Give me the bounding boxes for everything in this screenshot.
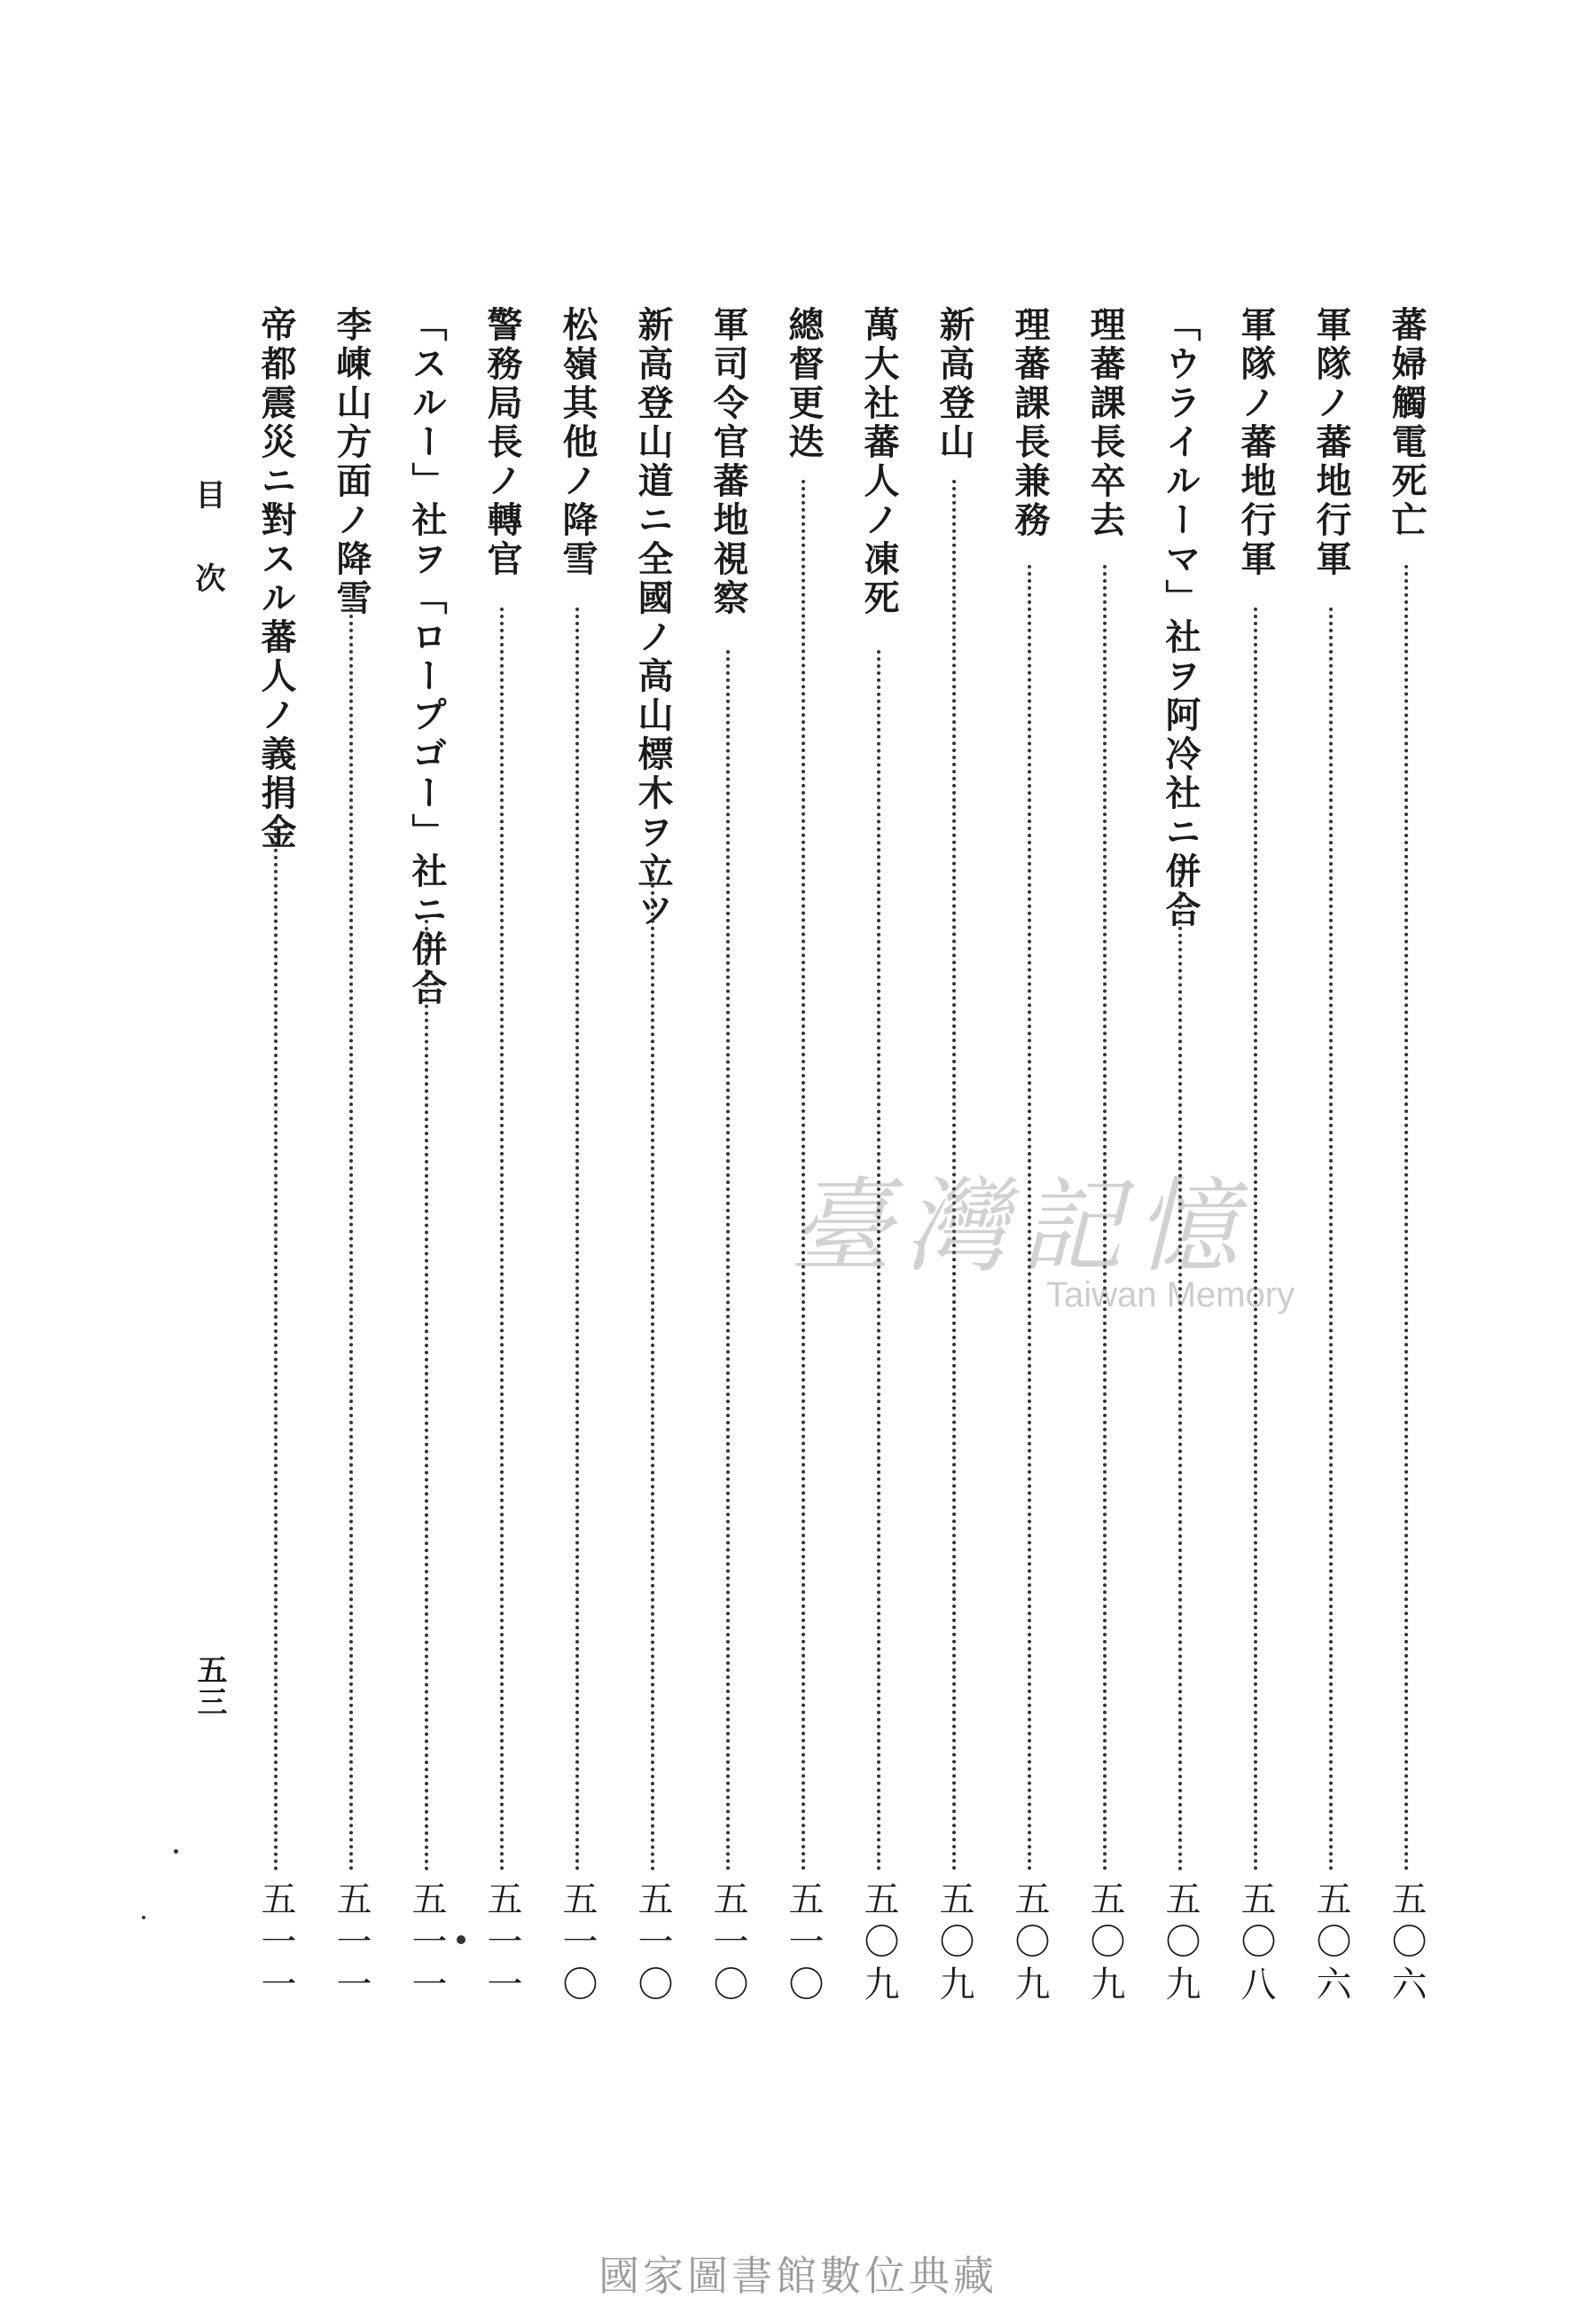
watermark-text: 臺灣記憶 bbox=[789, 1167, 1250, 1287]
entry-page-number: 五一一 bbox=[331, 1880, 372, 2008]
entry-page-number: 五一〇 bbox=[783, 1880, 824, 2008]
entry-title: 軍隊ノ蕃地行軍 bbox=[1235, 306, 1277, 579]
dot-leader bbox=[1329, 608, 1333, 1871]
entry-page-number: 五一〇 bbox=[557, 1880, 598, 2008]
entry-title: 李崠山方面ノ降雪 bbox=[331, 306, 372, 618]
watermark-subtext: Taiwan Memory bbox=[1046, 1275, 1295, 1314]
toc-entry bbox=[326, 306, 376, 2071]
toc-entry bbox=[477, 306, 527, 2071]
entry-title: 總督更迭 bbox=[783, 306, 825, 462]
entry-title: 萬大社蕃人ノ凍死 bbox=[858, 306, 900, 618]
dot-leader bbox=[726, 650, 730, 1871]
section-header: 目次 bbox=[190, 479, 225, 646]
toc-entry bbox=[1306, 306, 1356, 2071]
entry-page-number: 五一一 bbox=[406, 1880, 447, 2008]
ink-speck bbox=[174, 1849, 178, 1854]
entry-page-number: 五〇八 bbox=[1235, 1880, 1276, 2008]
dot-leader bbox=[425, 920, 428, 1871]
dot-leader bbox=[651, 863, 654, 1871]
entry-title: 新高登山 bbox=[934, 306, 975, 462]
entry-title: 軍司令官蕃地視察 bbox=[708, 306, 749, 618]
watermark-logo bbox=[789, 1144, 1295, 1348]
entry-page-number: 五〇六 bbox=[1310, 1880, 1351, 2008]
entry-title: 「スルー」社ヲ「ロープゴー」社ニ併合 bbox=[406, 306, 448, 1008]
toc-entry bbox=[251, 306, 301, 2071]
dot-leader bbox=[1404, 565, 1408, 1871]
entry-page-number: 五一〇 bbox=[632, 1880, 673, 2008]
entry-page-number: 五一一 bbox=[481, 1880, 522, 2008]
entry-page-number: 五一〇 bbox=[708, 1880, 748, 2008]
entry-title: 帝都震災ニ對スル蕃人ノ義捐金 bbox=[255, 306, 297, 852]
toc-entry bbox=[1381, 306, 1431, 2071]
ink-speck bbox=[142, 1916, 145, 1919]
toc-entry bbox=[552, 306, 602, 2071]
toc-entry bbox=[402, 306, 451, 2071]
dot-leader bbox=[575, 608, 579, 1871]
dot-leader bbox=[500, 608, 504, 1871]
toc-entry bbox=[628, 306, 677, 2071]
entry-page-number: 五〇六 bbox=[1386, 1880, 1427, 2008]
entry-page-number: 五〇九 bbox=[934, 1880, 974, 2008]
page-folio-number: 五三 bbox=[192, 1654, 227, 1718]
toc-entry bbox=[703, 306, 753, 2071]
entry-title: 新高登山道ニ全國ノ高山標木ヲ立ツ bbox=[632, 306, 674, 930]
entry-title: 蕃婦觸電死亡 bbox=[1386, 306, 1428, 540]
entry-page-number: 五〇九 bbox=[858, 1880, 899, 2008]
library-credit: 國家圖書館數位典藏 bbox=[598, 2252, 998, 2300]
dot-leader bbox=[349, 608, 353, 1871]
entry-page-number: 五〇九 bbox=[1084, 1880, 1125, 2008]
entry-title: 理蕃課長兼務 bbox=[1009, 306, 1051, 540]
entry-title: 「ウライルーマ」社ヲ阿冷社ニ併合 bbox=[1160, 306, 1201, 930]
ink-speck bbox=[457, 1935, 466, 1944]
entry-page-number: 五一一 bbox=[255, 1880, 296, 2008]
entry-title: 軍隊ノ蕃地行軍 bbox=[1310, 306, 1352, 579]
entry-title: 理蕃課長卒去 bbox=[1084, 306, 1126, 540]
entry-page-number: 五〇九 bbox=[1160, 1880, 1201, 2008]
dot-leader bbox=[274, 820, 278, 1871]
dot-leader bbox=[1178, 863, 1182, 1871]
entry-title: 松嶺其他ノ降雪 bbox=[557, 306, 598, 579]
entry-title: 警務局長ノ轉官 bbox=[481, 306, 523, 579]
entry-page-number: 五〇九 bbox=[1009, 1880, 1050, 2008]
